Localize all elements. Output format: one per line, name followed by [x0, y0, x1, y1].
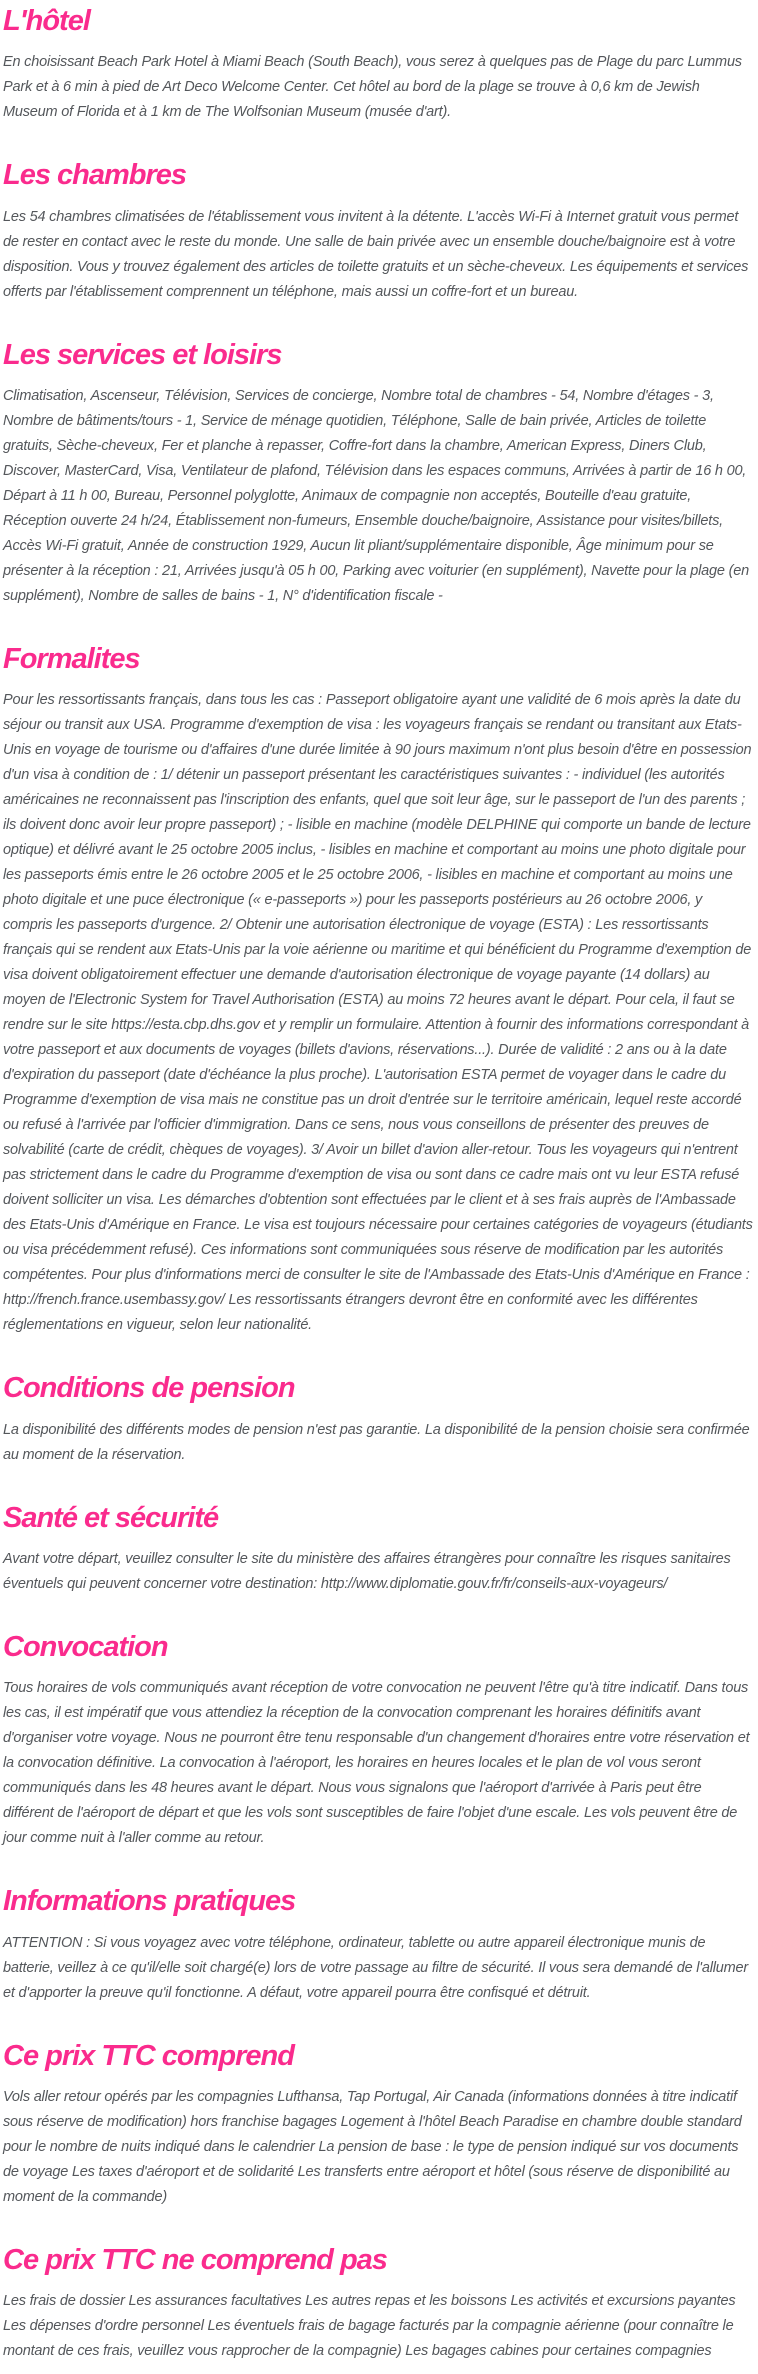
- section-practical-info: [3, 1886, 755, 2005]
- section-formalities: [3, 644, 755, 1338]
- section-title-board-conditions: Conditions de pension: [3, 1372, 295, 1405]
- section-services-leisure: [3, 340, 755, 609]
- section-title-formalities: Formalites: [3, 642, 140, 675]
- section-text-services-leisure: Climatisation, Ascenseur, Télévision, Services de concierge, Nombre total de chambres - 54, Nombre d'étages - 3, Nombre de bâtiments/tours - 1, Service de ménage quotidien, Téléphone, Salle de bain privée, Articles de toilette gratuits, Sèche-cheveux, Fer et planche à repasser, Coffre-fort dans la chambre, American Express, Diners Club, Discover, MasterCard, Visa, Ventilateur de plafond, Télévision dans les espaces communs, Arrivées à partir de 16 h 00, Départ à 11 h 00, Bureau, Personnel polyglotte, Animaux de compagnie non acceptés, Bouteille d'eau gratuite, Réception ouverte 24 h/24, Établissement non-fumeurs, Ensemble douche/baignoire, Assistance pour visites/billets, Accès Wi-Fi gratuit, Année de construction 1929, Aucun lit pliant/supplémentaire disponible, Âge minimum pour se présenter à la réception : 21, Arrivées jusqu'à 05 h 00, Parking avec voiturier (en supplément), Navette pour la plage (en supplément), Nombre de salles de bains - 1, N° d'identification fiscale -: [3, 387, 749, 604]
- section-text-rooms: Les 54 chambres climatisées de l'établissement vous invitent à la détente. L'accès Wi-Fi à Internet gratuit vous permet de rester en contact avec le reste du monde. Une salle de bain privée avec un ensemble douche/baignoire est à votre disposition. Vous y trouvez également des articles de toilette gratuits et un sèche-cheveux. Les équipements et services offerts par l'établissement comprennent un téléphone, mais aussi un coffre-fort et un bureau.: [3, 208, 749, 300]
- section-text-convocation: Tous horaires de vols communiqués avant réception de votre convocation ne peuvent l'être qu'à titre indicatif. Dans tous les cas, il est impératif que vous attendiez la réception de la convocation comprenant les horaires définitifs avant d'organiser votre voyage. Nous ne pourront être tenu responsable d'un changement d'horaires entre votre réservation et la convocation définitive. La convocation à l'aéroport, les horaires en heures locales et le plan de vol vous seront communiqués dans les 48 heures avant le départ. Nous vous signalons que l'aéroport d'arrivée à Paris peut être différent de l'aéroport de départ et que les vols sont susceptibles de faire l'objet d'une escale. Les vols peuvent être de jour comme nuit à l'aller comme au retour.: [3, 1680, 750, 1847]
- section-text-board-conditions: La disponibilité des différents modes de pension n'est pas garantie. La disponibilité de la pension choisie sera confirmée au moment de la réservation.: [3, 1421, 750, 1463]
- section-convocation: [3, 1632, 755, 1851]
- section-text-formalities: Pour les ressortissants français, dans tous les cas : Passeport obligatoire ayant une validité de 6 mois après la date du séjour ou transit aux USA. Programme d'exemption de visa : les voyageurs français se rendant ou transitant aux Etats-Unis en voyage de tourisme ou d'affaires d'une durée limitée à 90 jours maximum n'ont plus besoin d'être en possession d'un visa à condition de : 1/ détenir un passeport présentant les caractéristiques suivantes : - individuel (les autorités américaines ne reconnaissent pas l'inscription des enfants, quel que soit leur âge, sur le passeport de l'un des parents ; ils doivent donc avoir leur propre passeport) ; - lisible en machine (modèle DELPHINE qui comporte un bande de lecture optique) et délivré avant le 25 octobre 2005 inclus, - lisibles en machine et comportant au moins une photo digitale pour les passeports émis entre le 26 octobre 2005 et le 25 octobre 2006, - lisibles en machine et comportant au moins une photo digitale et une puce électronique (« e-passeports ») pour les passeports postérieurs au 26 octobre 2006, y compris les passeports d'urgence. 2/ Obtenir une autorisation électronique de voyage (ESTA) : Les ressortissants français qui se rendent aux Etats-Unis par la voie aérienne ou maritime et qui bénéficient du Programme d'exemption de visa doivent obligatoirement effectuer une demande d'autorisation électronique de voyage payante (14 dollars) au moyen de l'Electronic System for Travel Authorisation (ESTA) au moins 72 heures avant le départ. Pour cela, il faut se rendre sur le site https://esta.cbp.dhs.gov et y remplir un formulaire. Attention à fournir des informations correspondant à votre passeport et aux documents de voyages (billets d'avions, réservations...). Durée de validité : 2 ans ou à la date d'expiration du passeport (date d'échéance la plus proche). L'autorisation ESTA permet de voyager dans le cadre du Programme d'exemption de visa mais ne constitue pas un droit d'entrée sur le territoire américain, lequel reste accordé ou refusé à l'arrivée par l'officier d'immigration. Dans ce sens, nous vous conseillons de présenter des preuves de solvabilité (carte de crédit, chèques de voyages). 3/ Avoir un billet d'avion aller-retour. Tous les voyageurs qui n'entrent pas strictement dans le cadre du Programme d'exemption de visa ou sont dans ce cadre mais ont vu leur ESTA refusé doivent solliciter un visa. Les démarches d'obtention sont effectuées par le client et à ses frais auprès de l'Ambassade des Etats-Unis d'Amérique en France. Le visa est toujours nécessaire pour certaines catégories de voyageurs (étudiants ou visa précédemment refusé). Ces informations sont communiquées sous réserve de modification par les autorités compétentes. Pour plus d'informations merci de consulter le site de l'Ambassade des Etats-Unis d'Amérique en France : http://french.france.usembassy.gov/ Les ressortissants étrangers devront être en conformité avec les différentes réglementations en vigueur, selon leur nationalité.: [3, 692, 753, 1334]
- section-title-price-excludes: Ce prix TTC ne comprend pas: [3, 2243, 387, 2276]
- section-title-hotel: L'hôtel: [3, 5, 90, 37]
- section-text-price-excludes: Les frais de dossier Les assurances facultatives Les autres repas et les boissons Les activités et excursions payantes Les dépenses d'ordre personnel Les éventuels frais de bagage facturés par la compagnie aérienne (pour connaître le montant de ces frais, veuillez vous rapprocher de la compagnie) Les bagages cabines pour certaines compagnies: [3, 2293, 736, 2360]
- section-health-safety: [3, 1503, 755, 1597]
- section-title-price-includes: Ce prix TTC comprend: [3, 2039, 294, 2072]
- section-text-practical-info: ATTENTION : Si vous voyagez avec votre téléphone, ordinateur, tablette ou autre appareil électronique munis de batterie, veillez à ce qu'il/elle soit chargé(e) lors de votre passage au filtre de sécurité. Il vous sera demandé de l'allumer et d'apporter la preuve qu'il fonctionne. A défaut, votre appareil pourra être confisqué et détruit.: [3, 1934, 749, 2001]
- section-price-excludes: [3, 2245, 755, 2364]
- section-text-hotel: En choisissant Beach Park Hotel à Miami Beach (South Beach), vous serez à quelques pas de Plage du parc Lummus Park et à 6 min à pied de Art Deco Welcome Center. Cet hôtel au bord de la plage se trouve à 0,6 km de Jewish Museum of Florida et à 1 km de The Wolfsonian Museum (musée d'art).: [3, 54, 742, 121]
- section-rooms: [3, 160, 755, 304]
- section-board-conditions: [3, 1373, 755, 1467]
- section-text-health-safety: Avant votre départ, veuillez consulter le site du ministère des affaires étrangères pour connaître les risques sanitaires éventuels qui peuvent concerner votre destination: http://www.diplomatie.gouv.fr/fr/conseils-aux-voyageurs/: [3, 1550, 731, 1592]
- section-hotel: [3, 6, 755, 125]
- section-title-rooms: Les chambres: [3, 159, 187, 192]
- section-title-services-leisure: Les services et loisirs: [3, 338, 282, 371]
- section-text-price-includes: Vols aller retour opérés par les compagnies Lufthansa, Tap Portugal, Air Canada (informations données à titre indicatif sous réserve de modification) hors franchise bagages Logement à l'hôtel Beach Paradise en chambre double standard pour le nombre de nuits indiqué dans le calendrier La pension de base : le type de pension indiqué sur vos documents de voyage Les taxes d'aéroport et de solidarité Les transferts entre aéroport et hôtel (sous réserve de disponibilité au moment de la commande): [3, 2088, 742, 2205]
- section-title-health-safety: Santé et sécurité: [3, 1501, 219, 1534]
- section-price-includes: [3, 2041, 755, 2210]
- section-title-practical-info: Informations pratiques: [3, 1885, 296, 1918]
- section-title-convocation: Convocation: [3, 1630, 168, 1663]
